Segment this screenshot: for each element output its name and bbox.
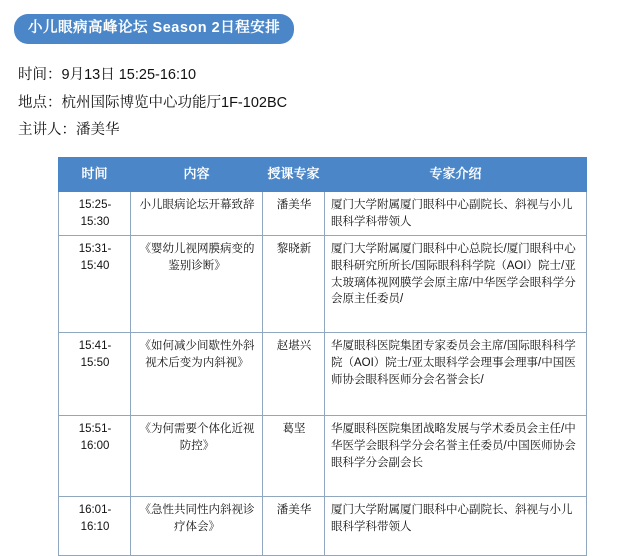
cell-content: 《如何减少间歇性外斜视术后变为内斜视》 <box>131 333 263 416</box>
meta-time: 时间：9月13日 15:25-16:10 <box>18 67 197 84</box>
event-meta <box>18 62 641 145</box>
cell-speaker: 潘美华 <box>263 191 325 235</box>
cell-speaker: 赵堪兴 <box>263 333 325 416</box>
cell-time: 15:31-15:40 <box>59 236 131 333</box>
cell-content: 《急性共同性内斜视诊疗体会》 <box>131 497 263 556</box>
table-row <box>59 236 587 333</box>
column-header-time: 时间 <box>59 158 131 192</box>
cell-time: 15:41-15:50 <box>59 333 131 416</box>
schedule-table-wrapper <box>58 157 586 556</box>
column-header-content: 内容 <box>131 158 263 192</box>
table-row <box>59 497 587 556</box>
cell-content: 小儿眼病论坛开幕致辞 <box>131 191 263 235</box>
table-row <box>59 333 587 416</box>
page-title: 小儿眼病高峰论坛 Season 2日程安排 <box>14 14 294 44</box>
cell-speaker: 葛坚 <box>263 416 325 497</box>
cell-intro: 厦门大学附属厦门眼科中心副院长、斜视与小儿眼科学科带领人 <box>325 191 587 235</box>
cell-time: 15:51-16:00 <box>59 416 131 497</box>
meta-speaker: 主讲人：潘美华 <box>18 122 120 139</box>
column-header-speaker: 授课专家 <box>263 158 325 192</box>
cell-intro: 华厦眼科医院集团专家委员会主席/国际眼科科学院（AOI）院士/亚太眼科学会理事会理事/中国医师协会眼科医师分会名誉会长/ <box>325 333 587 416</box>
cell-speaker: 黎晓新 <box>263 236 325 333</box>
cell-intro: 华厦眼科医院集团战略发展与学术委员会主任/中华医学会眼科学分会名誉主任委员/中国医师协会眼科学分会副会长 <box>325 416 587 497</box>
cell-speaker: 潘美华 <box>263 497 325 556</box>
table-header-row <box>59 158 587 192</box>
cell-intro: 厦门大学附属厦门眼科中心副院长、斜视与小儿眼科学科带领人 <box>325 497 587 556</box>
table-row <box>59 191 587 235</box>
table-row <box>59 416 587 497</box>
meta-place: 地点：杭州国际博览中心功能厅1F-102BC <box>18 94 288 111</box>
cell-time: 15:25-15:30 <box>59 191 131 235</box>
schedule-table <box>58 157 587 556</box>
cell-content: 《婴幼儿视网膜病变的鉴别诊断》 <box>131 236 263 333</box>
cell-intro: 厦门大学附属厦门眼科中心总院长/厦门眼科中心眼科研究所所长/国际眼科科学院（AOI）院士/亚太玻璃体视网膜学会原主席/中华医学会眼科学分会原主任委员/ <box>325 236 587 333</box>
cell-time: 16:01-16:10 <box>59 497 131 556</box>
cell-content: 《为何需要个体化近视防控》 <box>131 416 263 497</box>
column-header-intro: 专家介绍 <box>325 158 587 192</box>
